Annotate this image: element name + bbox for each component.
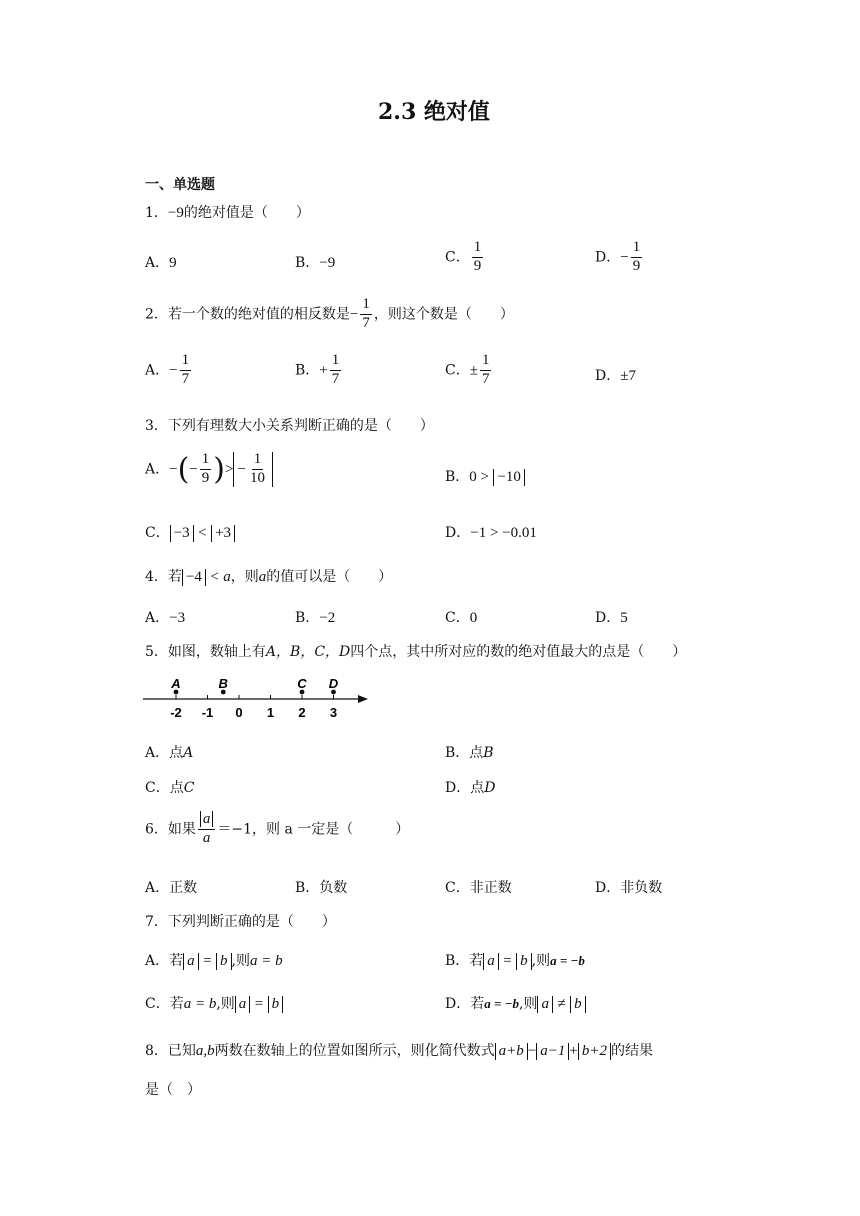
- q7-option-a[interactable]: A．若 a = b ,则a = b: [145, 953, 283, 969]
- tick-label: 0: [235, 705, 243, 720]
- question-number: 1．: [145, 205, 168, 221]
- q3-option-b[interactable]: B．0 > −10: [445, 466, 525, 486]
- point-label: A: [171, 676, 181, 691]
- question-8-continued: 是（ ）: [145, 1082, 201, 1098]
- page-title: 2.3 绝对值: [378, 99, 490, 125]
- q5-option-b[interactable]: B．点B: [445, 745, 494, 761]
- q4-option-d[interactable]: D．5: [595, 610, 628, 626]
- question-text: 若一个数的绝对值的相反数是: [167, 306, 350, 323]
- q3-option-a[interactable]: A．−(− $\frac{1}{9}$ )> − $\frac{1}{10}$: [145, 452, 273, 487]
- fraction: $\frac{1}{9}$: [632, 239, 641, 274]
- question-text-tail: ，则这个数是（ ）: [373, 306, 514, 323]
- tick-label: 1: [266, 705, 275, 720]
- fraction: $\frac{1}{9}$: [473, 239, 482, 274]
- q5-option-c[interactable]: C．点C: [145, 780, 195, 796]
- question-1: [145, 202, 310, 222]
- question-number: 7．: [145, 914, 168, 930]
- tick-label: 2: [298, 705, 306, 720]
- q1-option-a[interactable]: A．9: [145, 255, 177, 271]
- number-line-figure: [140, 674, 375, 724]
- q6-option-b[interactable]: B．负数: [295, 880, 348, 896]
- q2-option-d[interactable]: D．±7: [595, 368, 636, 384]
- question-text: 的绝对值是（ ）: [183, 205, 310, 221]
- question-6: 6．如果 $\frac{a}{a}$ ＝−1，则 a 一定是（ ）: [145, 811, 410, 846]
- section-heading: 一、单选题: [145, 177, 215, 193]
- question-number: 2．: [145, 306, 168, 323]
- question-text: 下列有理数大小关系判断正确的是（ ）: [167, 418, 434, 434]
- point-label: C: [297, 676, 307, 691]
- q4-option-b[interactable]: B．−2: [295, 610, 336, 626]
- point-label: B: [218, 676, 228, 691]
- question-number: 6．: [145, 821, 168, 838]
- q7-option-d[interactable]: D．若a = −b,则 a ≠ b: [445, 993, 586, 1013]
- question-7: 7．下列判断正确的是（ ）: [145, 914, 336, 930]
- q2-option-a[interactable]: A．− $\frac{1}{7}$: [145, 352, 190, 387]
- math-value: −9: [167, 205, 184, 221]
- q5-option-d[interactable]: D．点D: [445, 780, 496, 796]
- q2-option-c[interactable]: C．± $\frac{1}{7}$: [445, 352, 490, 387]
- q1-option-d[interactable]: D．− $\frac{1}{9}$: [595, 239, 641, 274]
- question-number: 3．: [145, 418, 168, 434]
- question-3: [145, 415, 434, 435]
- question-number: 5．: [145, 644, 168, 660]
- q3-option-c[interactable]: C． −3 < +3: [145, 522, 235, 542]
- fraction: $\frac{1}{7}$: [362, 296, 370, 331]
- q4-option-a[interactable]: A．−3: [145, 610, 186, 626]
- q7-option-c[interactable]: C．若a = b,则 a = b: [145, 993, 283, 1013]
- question-number: 4．: [145, 569, 168, 585]
- question-number: 8．: [145, 1043, 168, 1059]
- question-2: 2．若一个数的绝对值的相反数是− $\frac{1}{7}$ ，则这个数是（ ）: [145, 296, 514, 331]
- tick-label: -1: [201, 705, 214, 720]
- tick-label: 3: [329, 705, 338, 720]
- q6-option-a[interactable]: A．正数: [145, 880, 198, 896]
- q4-option-c[interactable]: C．0: [445, 610, 478, 626]
- question-4: 4．若 −4 < a，则a的值可以是（ ）: [145, 569, 393, 585]
- q2-option-b[interactable]: B．+ $\frac{1}{7}$: [295, 352, 340, 387]
- question-5: 5．如图，数轴上有A，B，C，D四个点，其中所对应的数的绝对值最大的点是（ ）: [145, 644, 687, 660]
- point-label: D: [328, 676, 339, 691]
- q3-option-d[interactable]: D．−1 > −0.01: [445, 525, 537, 541]
- q6-option-c[interactable]: C．非正数: [445, 880, 512, 896]
- q1-option-b[interactable]: B．−9: [295, 255, 336, 271]
- axis-arrow-icon: [358, 695, 368, 703]
- fraction: $\frac{a}{a}$: [198, 812, 216, 847]
- q5-option-a[interactable]: A．点A: [145, 745, 194, 761]
- q7-option-b[interactable]: B．若 a = b ,则a = −b: [445, 953, 585, 969]
- q6-option-d[interactable]: D．非负数: [595, 880, 663, 896]
- q1-option-c[interactable]: C． $\frac{1}{9}$: [445, 239, 482, 274]
- tick-label: -2: [170, 705, 182, 720]
- question-8: 8．已知a,b两数在数轴上的位置如图所示，则化简代数式 a+b − a−1 + b+2 的结果: [145, 1043, 653, 1059]
